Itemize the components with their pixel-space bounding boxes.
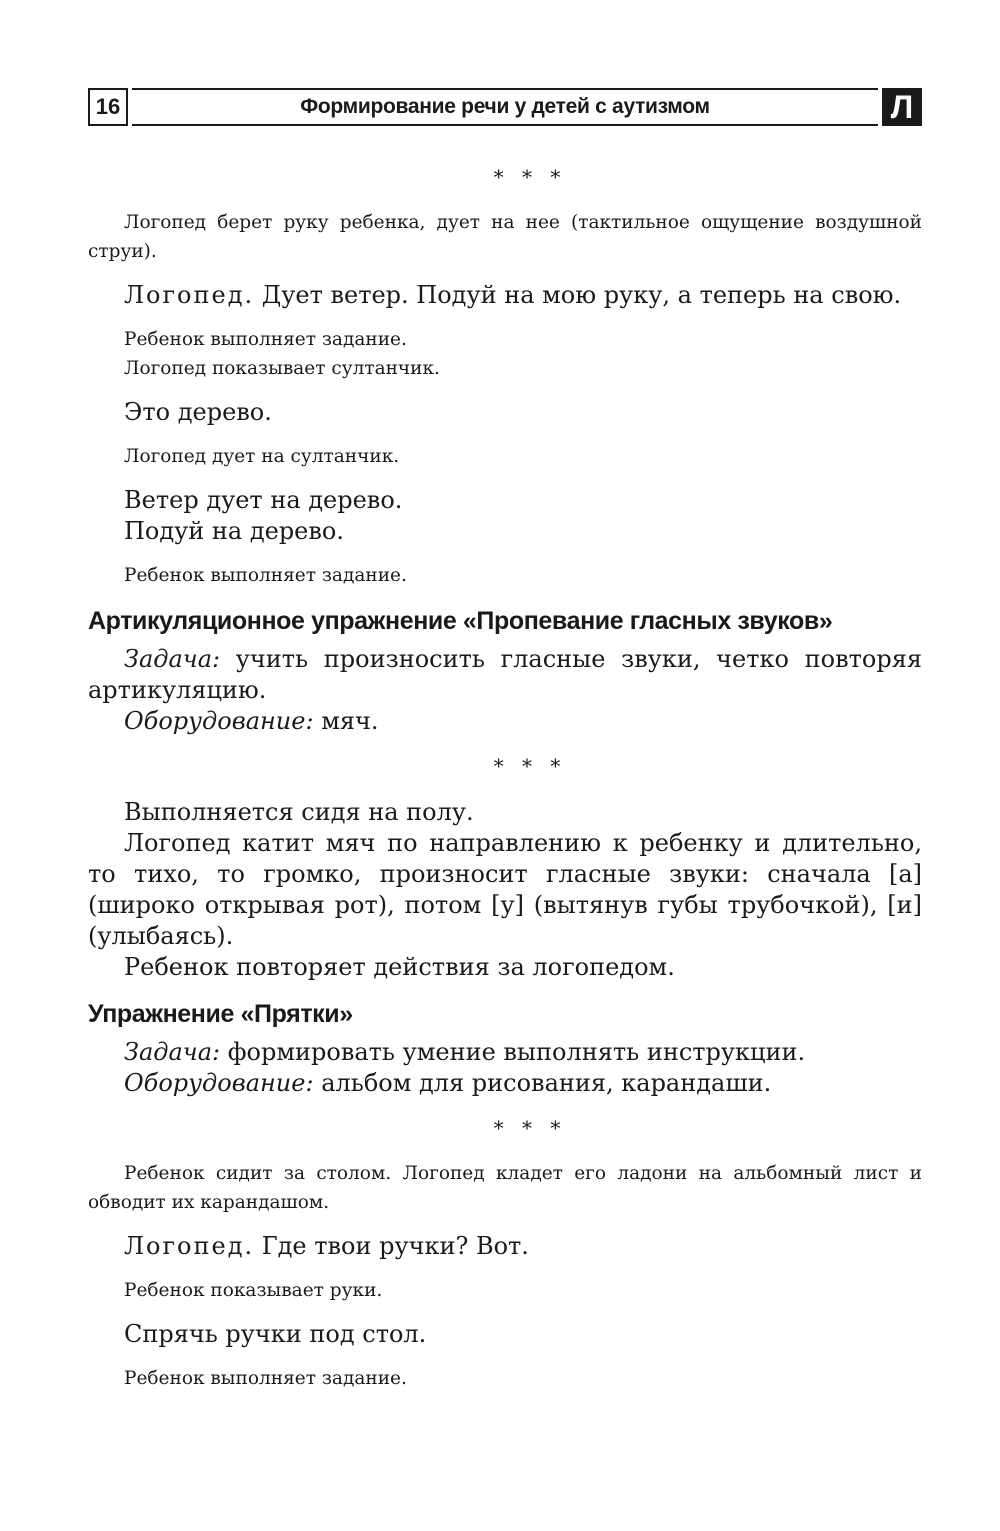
stage-direction: Ребенок показывает руки. [124, 1280, 383, 1301]
equipment-text: альбом для рисования, карандаши. [313, 1069, 772, 1097]
task-label: Задача: [124, 645, 221, 673]
task-line [88, 644, 922, 706]
body-paragraph: Ребенок повторяет действия за логопедом. [124, 953, 675, 981]
stage-direction: Ребенок выполняет задание. [124, 329, 407, 350]
section-heading: Артикуляционное упражнение «Пропевание гласных звуков» [88, 607, 833, 635]
dialogue-text: Где твои ручки? Вот. [254, 1232, 529, 1260]
speaker-name: Логопед. [124, 1232, 255, 1260]
equipment-line [88, 1068, 922, 1099]
section-divider: * * * [493, 754, 567, 778]
stage-direction: Ребенок сидит за столом. Логопед кладет его ладони на альбомный лист и обводит их карандашом. [88, 1163, 922, 1213]
body-paragraph: Логопед катит мяч по направлению к ребенку и длительно, то тихо, то громко, произносит гласные звуки: сначала [а] (широко открывая рот), потом [у] (вытянув губы трубочкой), [и] (улыбаясь). [88, 829, 922, 950]
equipment-label: Оборудование: [124, 1069, 314, 1097]
page-number: 16 [88, 88, 128, 126]
running-header [88, 88, 922, 128]
section-heading: Упражнение «Прятки» [88, 1000, 353, 1028]
stage-direction: Логопед дует на султанчик. [124, 446, 400, 467]
stage-direction: Ребенок выполняет задание. [124, 1368, 407, 1389]
task-line [88, 1037, 922, 1068]
section-divider: * * * [493, 165, 567, 189]
section-divider: * * * [493, 1116, 567, 1140]
dialogue-line: Это дерево. [124, 398, 272, 426]
equipment-text: мяч. [313, 707, 379, 735]
dialogue-line: Ветер дует на дерево. [124, 486, 403, 514]
page-body [88, 162, 922, 1393]
dialogue-line: Спрячь ручки под стол. [124, 1320, 427, 1348]
task-label: Задача: [124, 1038, 221, 1066]
publisher-logo: Л [882, 88, 922, 126]
equipment-line [88, 706, 922, 737]
stage-direction: Логопед берет руку ребенка, дует на нее (тактильное ощущение воздушной струи). [88, 212, 922, 262]
stage-direction: Ребенок выполняет задание. [124, 565, 407, 586]
dialogue-text: Дует ветер. Подуй на мою руку, а теперь на свою. [254, 281, 902, 309]
stage-direction: Логопед показывает султанчик. [124, 358, 440, 379]
running-title: Формирование речи у детей с аутизмом [132, 88, 878, 126]
task-text: учить произносить гласные звуки, четко повторяя артикуляцию. [88, 645, 922, 704]
dialogue-line [88, 280, 922, 311]
body-paragraph: Выполняется сидя на полу. [124, 798, 474, 826]
speaker-name: Логопед. [124, 281, 255, 309]
task-text: формировать умение выполнять инструкции. [220, 1038, 806, 1066]
dialogue-line: Подуй на дерево. [124, 517, 344, 545]
equipment-label: Оборудование: [124, 707, 314, 735]
dialogue-line [88, 1231, 922, 1262]
